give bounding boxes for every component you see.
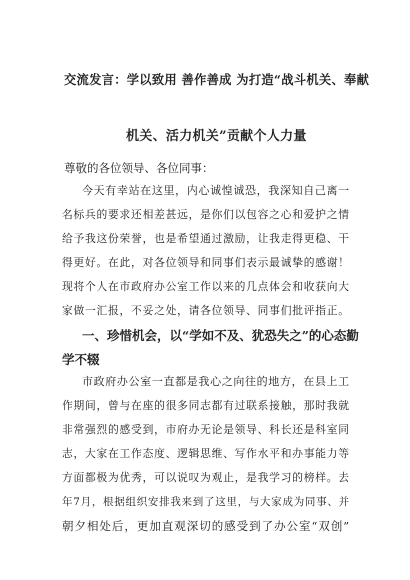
paragraph-1-line-3: 给予我这份荣誉，也是希望通过激励，让我走得更稳、干 <box>62 232 350 245</box>
section-heading-1-line-1: 一、珍惜机会，以“学如不及、犹恐失之”的心态勤 <box>82 328 359 343</box>
paragraph-3-line-1: 市政府办公室一直都是我心之向往的地方，在县上工 <box>82 375 350 388</box>
section-heading-1-line-2: 学不辍 <box>62 352 100 367</box>
salutation: 尊敬的各位领导、各位同事： <box>64 161 214 175</box>
document-title-line-1: 交流发言：学以致用 善作善成 为打造“战斗机关、奉献 <box>64 72 370 87</box>
paragraph-3-line-4: 志，大家在工作态度、逻辑思维、写作水平和办事能力等 <box>62 447 350 460</box>
paragraph-1-line-2: 名标兵的要求还相差甚远，是你们以包容之心和爱护之情 <box>62 208 350 221</box>
paragraph-2-line-2: 家做一汇报，不妥之处，请各位领导、同事们批评指正。 <box>62 304 350 317</box>
paragraph-3-line-6: 年7月，根据组织安排我来到了这里，与大家成为同事、并 <box>62 496 350 508</box>
paragraph-2-line-1: 现将个人在市政府办公室工作以来的几点体会和收获向大 <box>62 280 350 293</box>
paragraph-3-line-3: 非常强烈的感受到，市府办无论是领导、科长还是科室同 <box>62 423 350 436</box>
paragraph-1-line-1: 今天有幸站在这里，内心诚惶诚恐，我深知自己离一 <box>82 184 350 197</box>
paragraph-1-line-4: 得更好。在此，对各位领导和同事们表示最诚挚的感谢！ <box>62 256 350 269</box>
paragraph-3-line-7: 朝夕相处后，更加直观深切的感受到了办公室“双创” <box>62 519 351 533</box>
paragraph-3-line-2: 作期间，曾与在座的很多同志都有过联系接触，那时我就 <box>62 399 350 412</box>
paragraph-3-line-5: 方面都极为优秀，可以说叹为观止，是我学习的榜样。去 <box>62 471 350 484</box>
document-title-line-2: 机关、活力机关”贡献个人力量 <box>126 129 307 144</box>
